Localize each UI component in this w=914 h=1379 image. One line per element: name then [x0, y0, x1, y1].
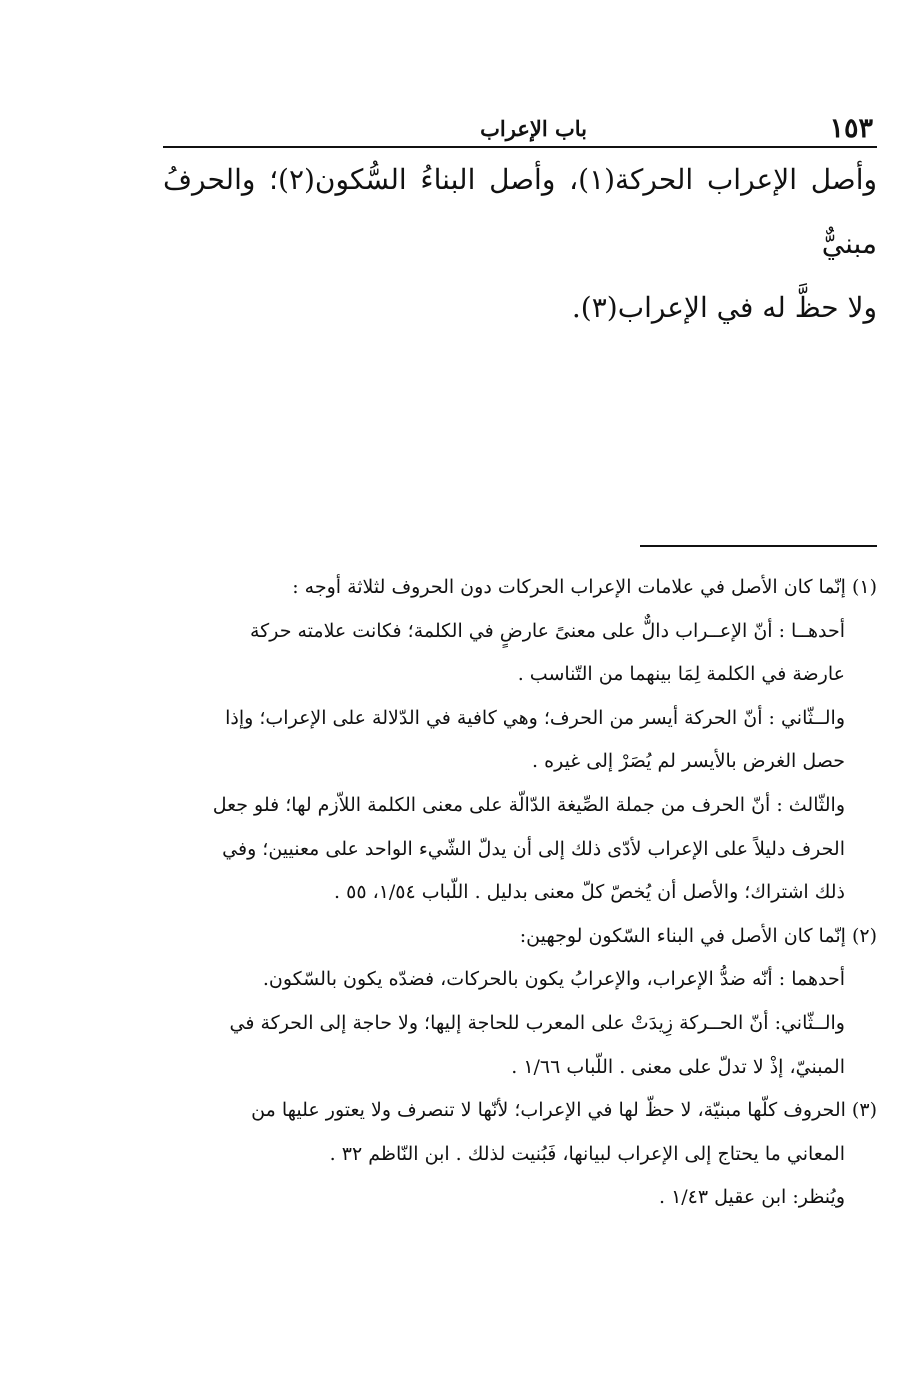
main-text: [163, 148, 877, 340]
footnote-line: والــثّاني : أنّ الحركة أيسر من الحرف؛ وهي كافية في الدّلالة على الإعراب؛ وإذا: [225, 706, 845, 729]
footnote-line: أحدهما : أنّه ضدُّ الإعراب، والإعرابُ يكون بالحركات، فضدّه يكون بالسّكون.: [262, 968, 845, 991]
footnote-separator: [640, 545, 877, 547]
main-line: ولا حظَّ له في الإعراب(٣).: [571, 291, 877, 324]
footnotes: [163, 566, 877, 1220]
footnote-line: والــثّاني: أنّ الحــركة زِيدَتْ على المعرب للحاجة إليها؛ ولا حاجة إلى الحركة في: [229, 1011, 845, 1034]
footnote-line: المبنيّ، إذْ لا تدلّ على معنى . اللّباب ١/٦٦ .: [511, 1055, 845, 1078]
footnote-2: [163, 915, 877, 1089]
footnote-line: المعاني ما يحتاج إلى الإعراب لبيانها، فَبُنيت لذلك . ابن النّاظم ٣٢ .: [329, 1142, 845, 1165]
footnote-1: [163, 566, 877, 915]
footnote-line: عارضة في الكلمة لِمَا بينهما من التّناسب .: [517, 663, 845, 686]
footnote-line: (٢) إنّما كان الأصل في البناء السّكون لوجهين:: [519, 924, 877, 947]
page-header: [163, 112, 877, 146]
running-title: باب الإعراب: [480, 116, 587, 141]
footnote-line: (١) إنّما كان الأصل في علامات الإعراب الحركات دون الحروف لثلاثة أوجه :: [292, 576, 877, 598]
footnote-line: (٣) الحروف كلّها مبنيّة، لا حظّ لها في الإعراب؛ لأنّها لا تنصرف ولا يعتور عليها من: [251, 1099, 877, 1122]
footnote-line: ويُنظر: ابن عقيل ١/٤٣ .: [658, 1186, 845, 1209]
footnote-3: [163, 1089, 877, 1220]
main-line: وأصل الإعراب الحركة(١)، وأصل البناءُ السُّكون(٢)؛ والحرفُ مبنيٌّ: [163, 163, 878, 260]
footnote-line: الحرف دليلاً على الإعراب لأدّى ذلك إلى أن يدلّ الشّيء الواحد على معنيين؛ وفي: [222, 837, 845, 860]
footnote-line: ذلك اشتراك؛ والأصل أن يُخصّ كلّ معنى بدليل . اللّباب ١/٥٤، ٥٥ .: [334, 881, 845, 904]
footnote-line: والثّالث : أنّ الحرف من جملة الصِّيغة الدّالّة على معنى الكلمة اللاّزم لها؛ فلو جعل: [212, 793, 845, 816]
footnote-line: أحدهــا : أنّ الإعــراب دالٌّ على معنىً عارضٍ في الكلمة؛ فكانت علامته حركة: [250, 619, 845, 642]
footnote-line: حصل الغرض بالأيسر لم يُصَرْ إلى غيره .: [532, 750, 845, 773]
page-number: ١٥٣: [829, 113, 873, 144]
